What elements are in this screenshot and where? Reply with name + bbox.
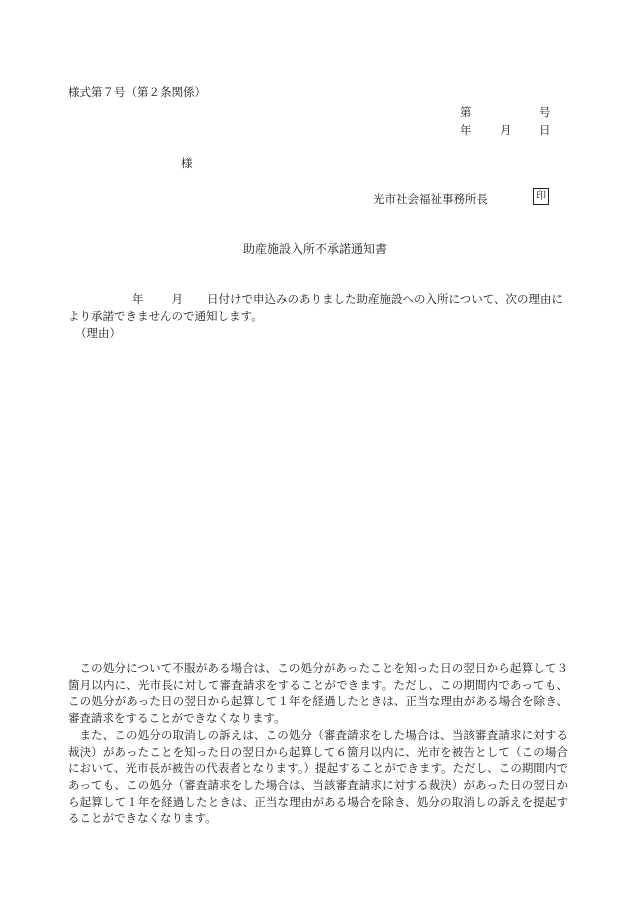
addressee: 様 [181,156,193,170]
notice-paragraph-1: この処分について不服がある場合は、この処分があったことを知った日の翌日から起算して３箇月以内に、光市長に対して審査請求をすることができます。ただし、この期間内であっても、この処分があった日の翌日から起算して１年を経過したときは、正当な理由がある場合を除き、審査請求をすることができなくなります。 [68,661,568,726]
body-year: 年 [132,292,144,306]
body-text [68,291,568,324]
form-number: 様式第７号（第２条関係） [68,85,206,99]
date-year: 年 [460,123,472,137]
body-sentence: 日付けで申込みのありました助産施設への入所について、次の理由により承諾できませんので通知します。 [68,292,564,323]
document-title: 助産施設入所不承諾通知書 [243,242,388,256]
appeal-notice [68,660,568,827]
document-number-prefix: 第 [460,105,472,119]
date-day: 日 [539,123,551,137]
sender-name: 光市社会福祉事務所長 [373,192,488,206]
notice-paragraph-2: また、この処分の取消しの訴えは、この処分（審査請求をした場合は、当該審査請求に対する裁決）があったことを知った日の翌日から起算して６箇月以内に、光市を被告として（この場合において、光市長が被告の代表者となります。）提起することができます。ただし、この期間内であっても、この処分（審査請求をした場合は、当該審査請求に対する裁決）があった日の翌日から起算して１年を経過したときは、正当な理由がある場合を除き、処分の取消しの訴えを提起することができなくなります。 [68,727,568,826]
reason-label: （理由） [75,326,121,340]
seal-stamp: 印 [533,188,549,205]
date-month: 月 [500,123,512,137]
document-number-suffix: 号 [539,105,551,119]
body-month: 月 [171,292,183,306]
